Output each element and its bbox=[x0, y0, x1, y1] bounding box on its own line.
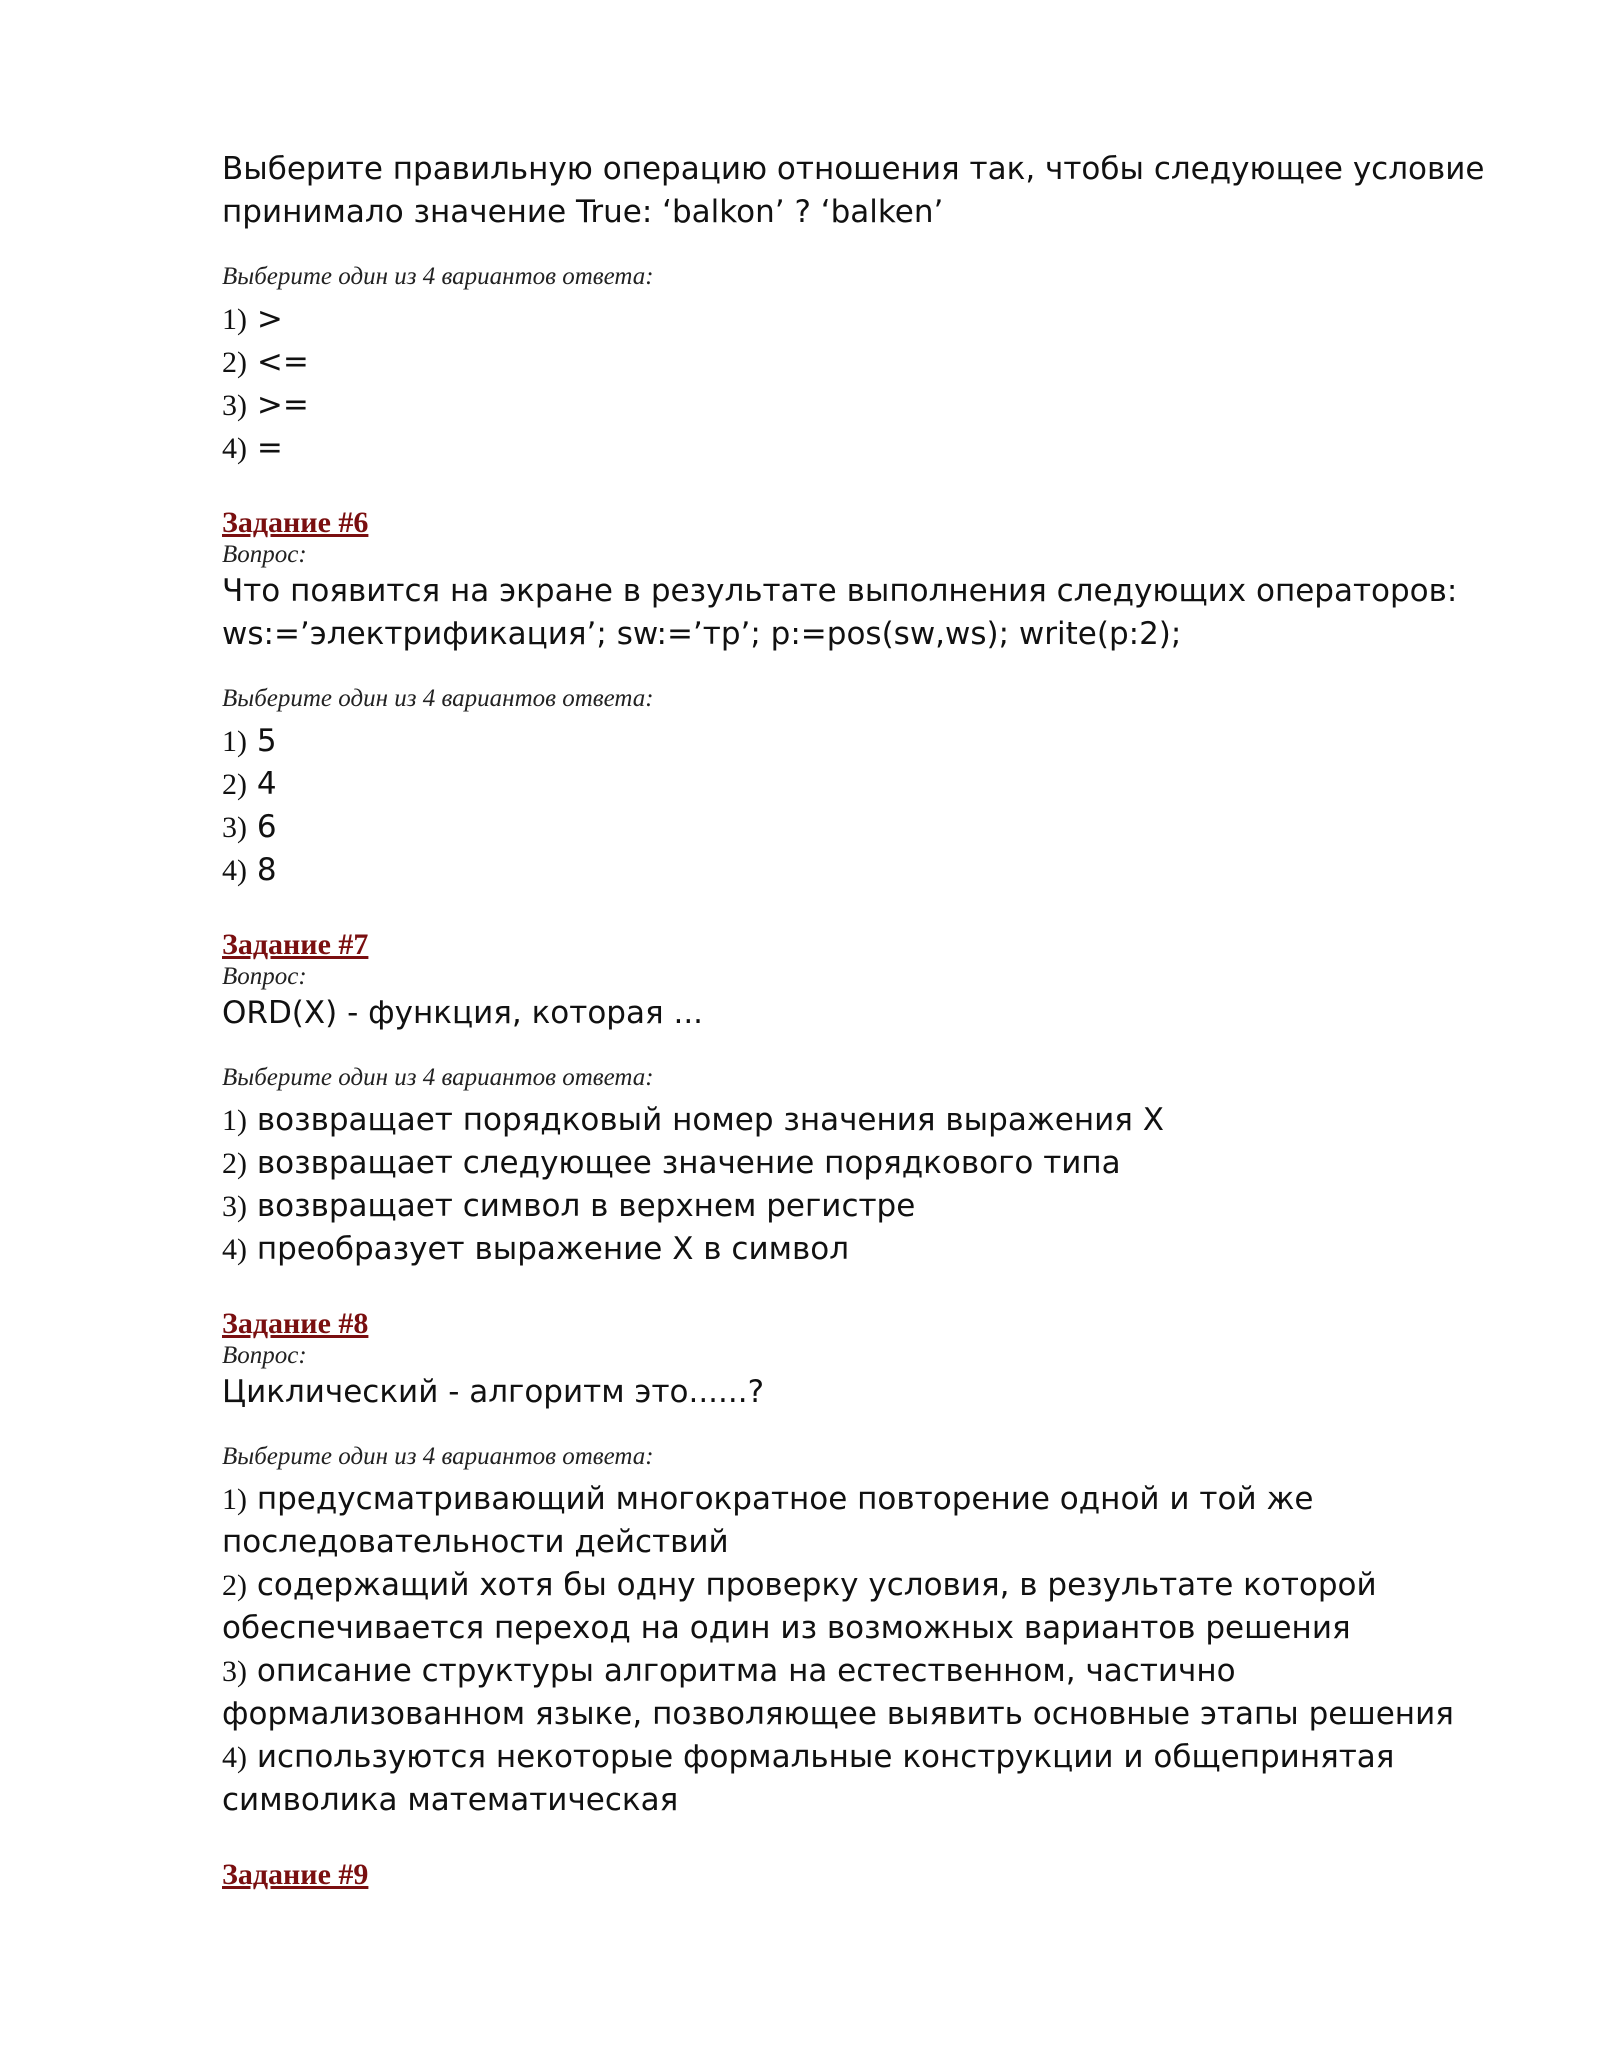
option-text: используются некоторые формальные конструкции и общепринятая символика математическая bbox=[222, 1739, 1395, 1818]
answer-option bbox=[222, 1736, 1492, 1822]
question-label: Вопрос: bbox=[222, 1342, 307, 1369]
option-number: 3) bbox=[222, 1655, 247, 1688]
option-text: > bbox=[256, 301, 283, 337]
option-number: 1) bbox=[222, 303, 247, 336]
intro-question-block bbox=[222, 148, 1492, 470]
option-number: 2) bbox=[222, 346, 247, 379]
document-page bbox=[222, 148, 1492, 1892]
option-text: преобразует выражение X в символ bbox=[256, 1231, 850, 1267]
option-text: 6 bbox=[256, 809, 277, 845]
answer-hint: Выберите один из 4 вариантов ответа: bbox=[222, 1443, 654, 1470]
option-text: описание структуры алгоритма на естественном, частично формализованном языке, позволяющее выявить основные этапы решения bbox=[222, 1653, 1454, 1732]
option-number: 2) bbox=[222, 1147, 247, 1180]
answer-option bbox=[222, 1099, 1492, 1142]
option-text: предусматривающий многократное повторение одной и той же последовательности действий bbox=[222, 1481, 1314, 1560]
option-number: 1) bbox=[222, 1104, 247, 1137]
option-text: 4 bbox=[256, 766, 277, 802]
option-number: 3) bbox=[222, 389, 247, 422]
option-text: содержащий хотя бы одну проверку условия, в результате которой обеспечивается переход на один из возможных вариантов решения bbox=[222, 1567, 1377, 1646]
task-heading: Задание #9 bbox=[222, 1858, 369, 1891]
task-heading: Задание #8 bbox=[222, 1307, 369, 1340]
answer-hint: Выберите один из 4 вариантов ответа: bbox=[222, 263, 654, 290]
question-label: Вопрос: bbox=[222, 541, 307, 568]
task-8-block bbox=[222, 1307, 1492, 1822]
answer-option bbox=[222, 1185, 1492, 1228]
answer-option bbox=[222, 849, 1492, 892]
answer-options bbox=[222, 298, 1492, 470]
answer-options bbox=[222, 1478, 1492, 1822]
task-7-block bbox=[222, 928, 1492, 1271]
answer-option bbox=[222, 341, 1492, 384]
option-number: 3) bbox=[222, 811, 247, 844]
question-text: ORD(X) - функция, которая ... bbox=[222, 995, 704, 1031]
option-text: возвращает символ в верхнем регистре bbox=[256, 1188, 916, 1224]
answer-option bbox=[222, 1564, 1492, 1650]
task-9-block bbox=[222, 1858, 1492, 1892]
option-text: возвращает следующее значение порядкового типа bbox=[256, 1145, 1121, 1181]
option-text: 5 bbox=[256, 723, 277, 759]
option-number: 1) bbox=[222, 725, 247, 758]
question-text: Выберите правильную операцию отношения так, чтобы следующее условие принимало значение True: ‘balkon’ ? ‘balken’ bbox=[222, 151, 1485, 230]
task-heading: Задание #6 bbox=[222, 506, 369, 539]
option-text: 8 bbox=[256, 852, 277, 888]
answer-option bbox=[222, 1228, 1492, 1271]
answer-option bbox=[222, 806, 1492, 849]
option-number: 4) bbox=[222, 854, 247, 887]
answer-option bbox=[222, 427, 1492, 470]
option-number: 2) bbox=[222, 1569, 247, 1602]
option-text: = bbox=[256, 430, 283, 466]
answer-options bbox=[222, 1099, 1492, 1271]
task-heading: Задание #7 bbox=[222, 928, 369, 961]
option-number: 4) bbox=[222, 1741, 247, 1774]
option-text: возвращает порядковый номер значения выражения X bbox=[256, 1102, 1164, 1138]
question-text: Циклический - алгоритм это......? bbox=[222, 1374, 765, 1410]
option-number: 4) bbox=[222, 1233, 247, 1266]
option-text: <= bbox=[256, 344, 309, 380]
option-text: >= bbox=[256, 387, 309, 423]
question-label: Вопрос: bbox=[222, 963, 307, 990]
option-number: 1) bbox=[222, 1483, 247, 1516]
option-number: 4) bbox=[222, 432, 247, 465]
option-number: 2) bbox=[222, 768, 247, 801]
task-6-block bbox=[222, 506, 1492, 892]
answer-options bbox=[222, 720, 1492, 892]
question-text: Что появится на экране в результате выполнения следующих операторов: ws:=’электрификация’; sw:=’тр’; p:=pos(sw,ws); write(p:2); bbox=[222, 573, 1458, 652]
answer-hint: Выберите один из 4 вариантов ответа: bbox=[222, 685, 654, 712]
answer-hint: Выберите один из 4 вариантов ответа: bbox=[222, 1064, 654, 1091]
answer-option bbox=[222, 763, 1492, 806]
answer-option bbox=[222, 298, 1492, 341]
answer-option bbox=[222, 1650, 1492, 1736]
answer-option bbox=[222, 384, 1492, 427]
option-number: 3) bbox=[222, 1190, 247, 1223]
answer-option bbox=[222, 1142, 1492, 1185]
answer-option bbox=[222, 720, 1492, 763]
answer-option bbox=[222, 1478, 1492, 1564]
